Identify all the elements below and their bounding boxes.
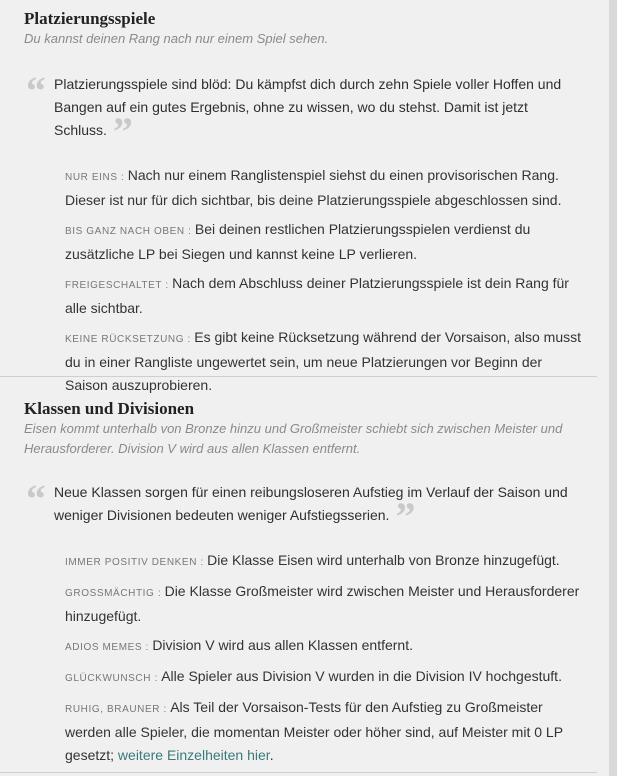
section-subtitle: Eisen kommt unterhalb von Bronze hinzu und Großmeister schiebt sich zwischen Meister und Herausforderer. Division V wird aus allen Klassen entfernt. [24,421,563,456]
tag-separator: : [151,673,162,684]
feature-item [65,665,581,690]
feature-tag: IMMER POSITIV DENKEN [65,557,198,568]
feature-text: Bei deinen restlichen Platzierungsspielen verdienst du zusätzliche LP bei Siegen und kannst keine LP verlieren. [65,221,531,262]
tag-separator: : [161,280,173,291]
feature-item [65,634,581,659]
feature-tag: ADIOS MEMES [65,642,143,653]
section-divider [0,376,597,377]
feature-text: Division V wird aus allen Klassen entfernt. [152,637,413,653]
feature-tag: NUR EINS [65,172,118,183]
feature-item [65,580,581,628]
section-subtitle: Du kannst deinen Rang nach nur einem Spiel sehen. [24,31,329,46]
feature-text: Die Klasse Eisen wird unterhalb von Bronze hinzugefügt. [207,552,560,568]
section-quote [24,476,589,539]
quote-text: Neue Klassen sorgen für einen reibungsloseren Aufstieg im Verlauf der Saison und weniger Divisionen bedeuten weniger Aufstiegsserien. [54,484,568,523]
tag-separator: : [160,704,171,715]
feature-item [65,164,581,212]
section-title: Klassen und Divisionen [24,399,195,418]
tag-separator: : [154,588,165,599]
tag-separator: : [197,557,208,568]
feature-text: Alle Spieler aus Division V wurden in die Division IV hochgestuft. [161,668,562,684]
feature-text-end: . [269,747,274,763]
tag-separator: : [142,642,153,653]
tag-separator: : [184,226,195,237]
section-tiers-divisions [24,398,589,773]
feature-item [65,696,581,767]
quote-text: Platzierungsspiele sind blöd: Du kämpfst dich durch zehn Spiele voller Hoffen und Bangen auf ein gutes Ergebnis, ohne zu wissen, wo du stehst. Damit ist jetzt Schluss. [54,76,562,138]
quote-open-icon: “ [26,68,46,113]
feature-list [24,549,589,767]
feature-tag: FREIGESCHALTET [65,280,162,291]
feature-item [65,272,581,320]
tag-separator: : [184,334,195,345]
details-link[interactable]: weitere Einzelheiten hier [117,747,270,763]
section-quote [24,68,589,154]
feature-text: Die Klasse Großmeister wird zwischen Meister und Herausforderer hinzugefügt. [65,583,580,624]
feature-text: Nach dem Abschluss deiner Platzierungsspiele ist dein Rang für alle sichtbar. [65,275,569,316]
section-divider [0,772,597,773]
section-placements [24,0,589,397]
quote-close-icon: ” [112,109,133,154]
feature-tag: RUHIG, BRAUNER [65,704,161,715]
tag-separator: : [117,172,128,183]
feature-text: Als Teil der Vorsaison-Tests für den Aufstieg zu Großmeister werden alle Spieler, die momentan Meister oder höher sind, auf Meister mit 0 LP gesetzt; [65,699,563,763]
section-title: Platzierungsspiele [24,9,156,28]
quote-close-icon: ” [395,494,416,539]
feature-item [65,326,581,397]
feature-item [65,549,581,574]
feature-list [24,164,589,397]
feature-item [65,218,581,266]
feature-text: Es gibt keine Rücksetzung während der Vorsaison, also musst du in einer Rangliste ungewertet sein, um neue Platzierungen vor Beginn der Saison auszuprobieren. [65,329,582,393]
feature-tag: GROSSMÄCHTIG [65,588,155,599]
feature-tag: GLÜCKWUNSCH [65,673,152,684]
quote-open-icon: “ [26,476,46,521]
feature-tag: KEINE RÜCKSETZUNG [65,334,185,345]
feature-text: Nach nur einem Ranglistenspiel siehst du einen provisorischen Rang. Dieser ist nur für dich sichtbar, bis deine Platzierungsspiele abgeschlossen sind. [65,167,562,208]
feature-tag: BIS GANZ NACH OBEN [65,226,185,237]
